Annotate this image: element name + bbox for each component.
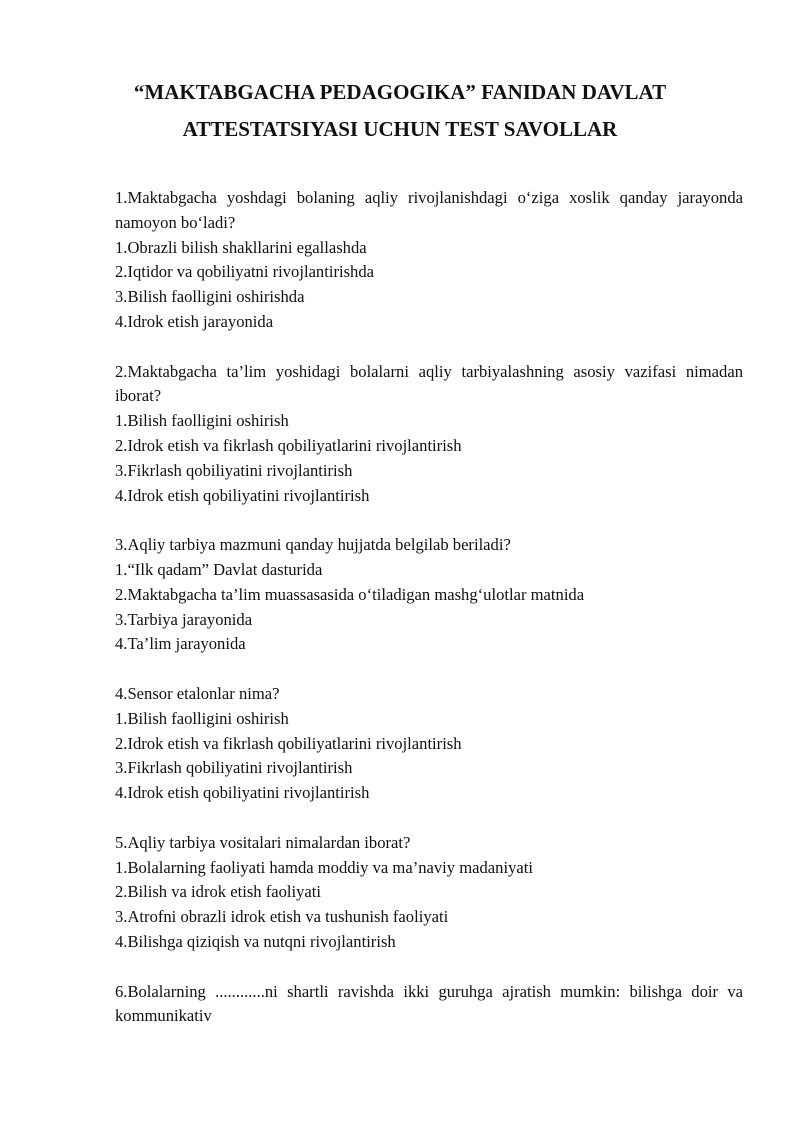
answer-option: 2.Idrok etish va fikrlash qobiliyatlarini rivojlantirish (115, 435, 462, 455)
answer-option: 2.Iqtidor va qobiliyatni rivojlantirishda (115, 262, 375, 282)
question-4 (115, 682, 743, 806)
answer-option: 1.Bilish faolligini oshirish (115, 411, 289, 431)
question-1 (115, 186, 743, 335)
answer-option: 4.Bilishga qiziqish va nutqni rivojlantirish (115, 931, 396, 951)
question-text: 3.Aqliy tarbiya mazmuni qanday hujjatda belgilab beriladi? (115, 535, 511, 555)
questions-list (115, 186, 743, 1054)
question-3 (115, 533, 743, 657)
answer-option: 4.Ta’lim jarayonida (115, 634, 246, 654)
title-line-2: ATTESTATSIYASI UCHUN TEST SAVOLLAR (182, 117, 618, 141)
answer-option: 1.Obrazli bilish shakllarini egallashda (115, 237, 367, 257)
title-line-1: “MAKTABGACHA PEDAGOGIKA” FANIDAN DAVLAT (133, 80, 667, 104)
question-text: 4.Sensor etalonlar nima? (115, 683, 280, 703)
answer-option: 2.Bilish va idrok etish faoliyati (115, 882, 322, 902)
answer-option: 3.Fikrlash qobiliyatini rivojlantirish (115, 460, 353, 480)
question-text: 1.Maktabgacha yoshdagi bolaning aqliy rivojlanishdagi o‘ziga xoslik qanday jarayonda namoyon bo‘ladi? (115, 188, 743, 232)
document-title (100, 74, 700, 148)
answer-option: 3.Atrofni obrazli idrok etish va tushunish faoliyati (115, 907, 449, 927)
answer-option: 2.Idrok etish va fikrlash qobiliyatlarini rivojlantirish (115, 733, 462, 753)
answer-option: 1.Bilish faolligini oshirish (115, 708, 289, 728)
answer-option: 3.Tarbiya jarayonida (115, 609, 253, 629)
question-2 (115, 360, 743, 509)
answer-option: 4.Idrok etish jarayonida (115, 311, 274, 331)
question-6 (115, 980, 743, 1030)
answer-option: 3.Fikrlash qobiliyatini rivojlantirish (115, 758, 353, 778)
answer-option: 3.Bilish faolligini oshirishda (115, 287, 305, 307)
answer-option: 4.Idrok etish qobiliyatini rivojlantirish (115, 485, 370, 505)
question-text: 6.Bolalarning ............ni shartli ravishda ikki guruhga ajratish mumkin: bilishga doir va kommunikativ (115, 981, 743, 1026)
question-text: 2.Maktabgacha ta’lim yoshidagi bolalarni aqliy tarbiyalashning asosiy vazifasi nimadan iborat? (115, 361, 743, 406)
answer-option: 2.Maktabgacha ta’lim muassasasida o‘tiladigan mashg‘ulotlar matnida (115, 584, 585, 604)
answer-option: 4.Idrok etish qobiliyatini rivojlantirish (115, 783, 370, 803)
answer-option: 1.“Ilk qadam” Davlat dasturida (115, 559, 323, 579)
question-text: 5.Aqliy tarbiya vositalari nimalardan iborat? (115, 832, 411, 852)
question-5 (115, 831, 743, 955)
answer-option: 1.Bolalarning faoliyati hamda moddiy va ma’naviy madaniyati (115, 857, 533, 877)
